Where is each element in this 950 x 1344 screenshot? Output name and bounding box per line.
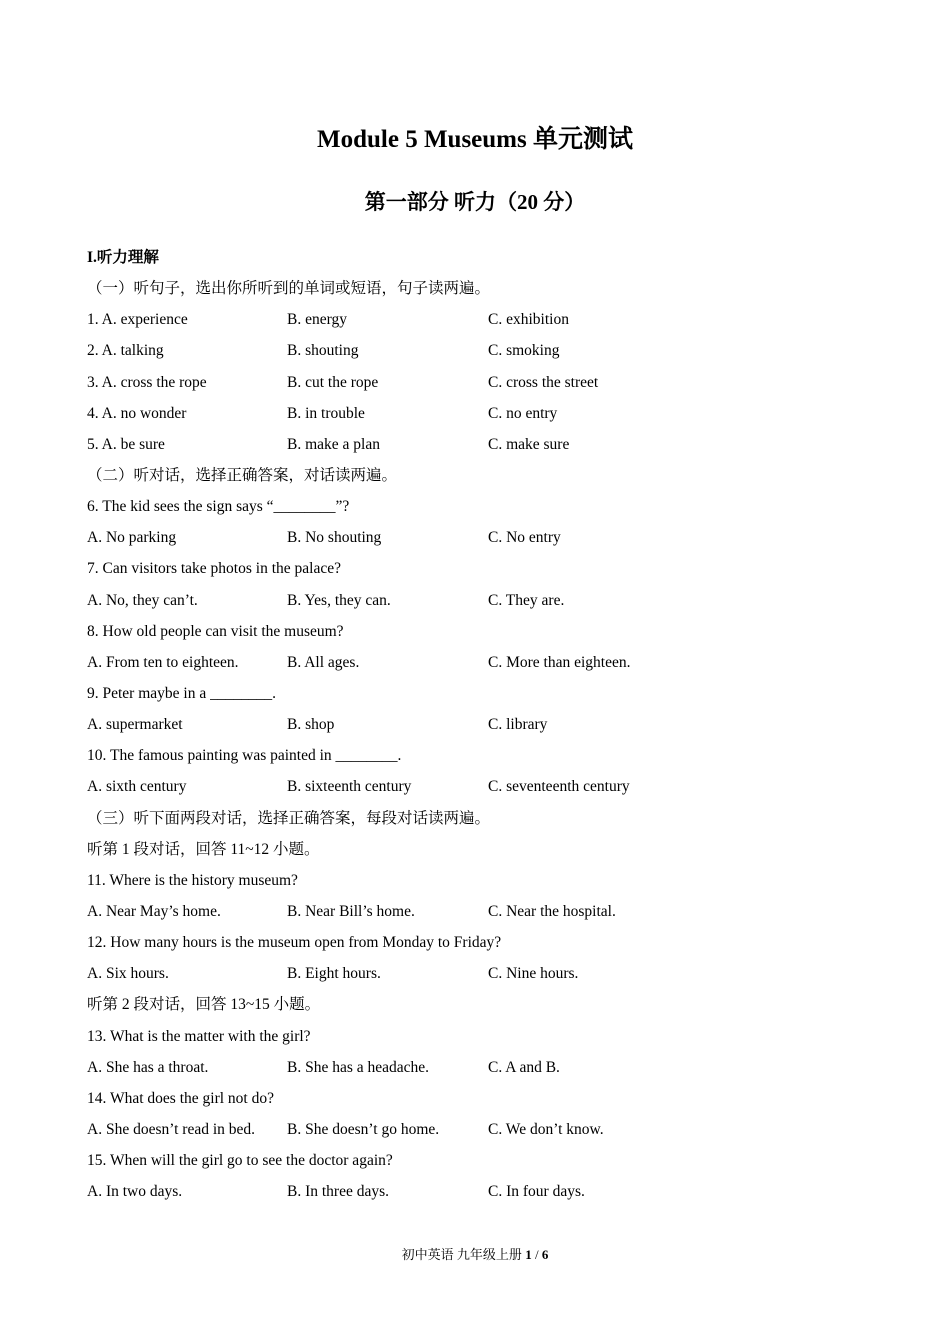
part1-instruction: （一）听句子，选出你所听到的单词或短语，句子读两遍。	[87, 280, 491, 298]
option-c: C. seventeenth century	[488, 778, 630, 796]
question-9-options	[87, 709, 887, 740]
option-b: B. Eight hours.	[287, 965, 381, 983]
option-c: C. smoking	[488, 342, 560, 360]
option-b: B. energy	[287, 311, 347, 329]
question-7-stem: 7. Can visitors take photos in the palace?	[87, 560, 341, 578]
option-a: A. No, they can’t.	[87, 591, 198, 609]
option-a: 1. A. experience	[87, 311, 188, 329]
page-title: Module 5 Museums 单元测试	[317, 126, 633, 153]
option-c: C. no entry	[488, 404, 558, 422]
option-a: 2. A. talking	[87, 342, 164, 360]
option-c: C. We don’t know.	[488, 1120, 604, 1138]
part2-instruction: （二）听对话，选择正确答案，对话读两遍。	[87, 466, 398, 484]
option-c: C. Nine hours.	[488, 965, 579, 983]
option-a: 5. A. be sure	[87, 435, 165, 453]
question-9-stem: 9. Peter maybe in a ________.	[87, 684, 276, 702]
option-a: A. sixth century	[87, 778, 187, 796]
option-a: A. From ten to eighteen.	[87, 653, 239, 671]
dialog-1-note: 听第 1 段对话，回答 11~12 小题。	[87, 840, 320, 858]
option-b: B. She doesn’t go home.	[287, 1120, 440, 1138]
question-7-options	[87, 585, 887, 616]
page-number: 1	[525, 1247, 532, 1262]
option-a: A. She doesn’t read in bed.	[87, 1120, 256, 1138]
question-15-stem: 15. When will the girl go to see the doctor again?	[87, 1152, 393, 1170]
option-b: B. No shouting	[287, 529, 382, 547]
option-c: C. make sure	[488, 435, 570, 453]
question-10-stem: 10. The famous painting was painted in ________.	[87, 747, 402, 765]
option-b: B. sixteenth century	[287, 778, 412, 796]
question-8-stem: 8. How old people can visit the museum?	[87, 622, 344, 640]
option-b: B. She has a headache.	[287, 1058, 430, 1076]
option-a: A. Six hours.	[87, 965, 169, 983]
option-b: B. shouting	[287, 342, 359, 360]
option-b: B. Near Bill’s home.	[287, 902, 415, 920]
question-12-options	[87, 958, 887, 989]
option-b: B. shop	[287, 716, 335, 734]
option-c: C. cross the street	[488, 373, 599, 391]
question-1	[87, 304, 887, 335]
page-separator: /	[531, 1247, 542, 1262]
question-5	[87, 429, 887, 460]
question-13-stem: 13. What is the matter with the girl?	[87, 1027, 311, 1045]
option-b: B. in trouble	[287, 404, 365, 422]
option-b: B. make a plan	[287, 435, 380, 453]
option-a: 4. A. no wonder	[87, 404, 187, 422]
option-a: A. supermarket	[87, 716, 183, 734]
dialog-2-note: 听第 2 段对话，回答 13~15 小题。	[87, 996, 321, 1014]
page-total: 6	[541, 1247, 549, 1262]
question-10-options	[87, 771, 887, 802]
option-b: B. Yes, they can.	[287, 591, 391, 609]
option-a: A. No parking	[87, 529, 177, 547]
question-8-options	[87, 647, 887, 678]
part3-instruction: （三）听下面两段对话，选择正确答案，每段对话读两遍。	[87, 809, 491, 827]
option-a: A. In two days.	[87, 1183, 183, 1201]
option-c: C. Near the hospital.	[488, 902, 616, 920]
question-11-stem: 11. Where is the history museum?	[87, 871, 298, 889]
question-12-stem: 12. How many hours is the museum open from Monday to Friday?	[87, 934, 502, 952]
question-14-options	[87, 1114, 887, 1145]
option-c: C. They are.	[488, 591, 565, 609]
question-13-options	[87, 1052, 887, 1083]
question-2	[87, 335, 887, 366]
question-6-options	[87, 522, 887, 553]
page-footer	[0, 1244, 950, 1266]
question-15-options	[87, 1176, 887, 1207]
question-6-stem: 6. The kid sees the sign says “________”?	[87, 498, 350, 516]
question-4	[87, 398, 887, 429]
section-heading: I.听力理解	[87, 249, 159, 266]
footer-label: 初中英语 九年级上册	[401, 1247, 526, 1262]
option-c: C. library	[488, 716, 548, 734]
option-c: C. A and B.	[488, 1058, 560, 1076]
question-11-options	[87, 896, 887, 927]
option-b: B. In three days.	[287, 1183, 390, 1201]
option-c: C. More than eighteen.	[488, 653, 631, 671]
option-c: C. exhibition	[488, 311, 569, 329]
option-a: 3. A. cross the rope	[87, 373, 207, 391]
option-c: C. In four days.	[488, 1183, 585, 1201]
option-b: B. cut the rope	[287, 373, 379, 391]
question-14-stem: 14. What does the girl not do?	[87, 1089, 274, 1107]
option-a: A. Near May’s home.	[87, 902, 221, 920]
option-b: B. All ages.	[287, 653, 360, 671]
option-c: C. No entry	[488, 529, 561, 547]
exam-content	[87, 242, 887, 1207]
section-subtitle: 第一部分 听力（20 分）	[364, 190, 586, 214]
question-3	[87, 367, 887, 398]
option-a: A. She has a throat.	[87, 1058, 209, 1076]
